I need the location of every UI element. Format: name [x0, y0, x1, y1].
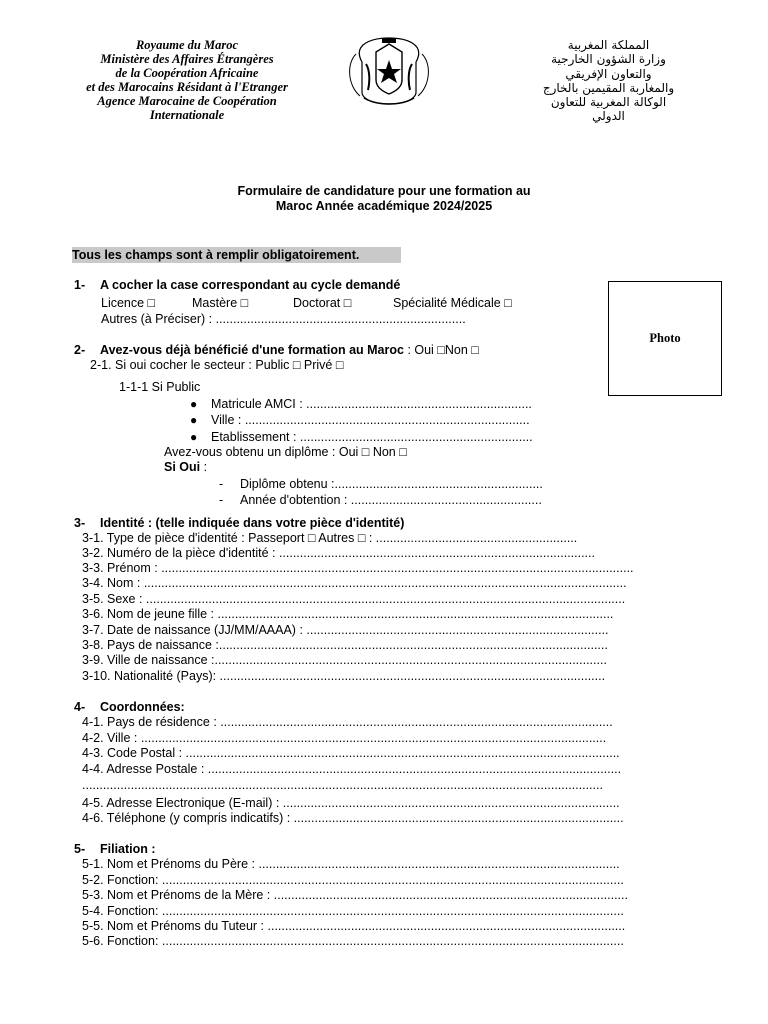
header-ar-line: المملكة المغربية: [567, 38, 650, 52]
header-fr-line: Royaume du Maroc: [135, 38, 239, 52]
establishment-field[interactable]: Etablissement : ...................................................................: [211, 430, 533, 444]
section3-number: 3-: [74, 516, 86, 530]
photo-box[interactable]: [608, 281, 722, 396]
prior-city-field[interactable]: Ville : ..................................................................................: [211, 413, 530, 427]
if-yes-row: [164, 460, 207, 475]
header-ar-line: والتعاون الإفريقي: [565, 66, 652, 81]
dash-icon: -: [219, 493, 224, 507]
email-field[interactable]: 4-5. Adresse Electronique (E-mail) : .................................................................................................: [82, 796, 620, 810]
phone-field[interactable]: 4-6. Téléphone (y compris indicatifs) : ...............................................................................................: [82, 811, 624, 825]
section2-number: 2-: [74, 343, 86, 357]
checkbox-licence[interactable]: Licence □: [101, 296, 156, 310]
postal-code-field[interactable]: 4-3. Code Postal : .............................................................................................................................: [82, 746, 620, 760]
city-field[interactable]: 4-2. Ville : ......................................................................................................................................: [82, 731, 607, 745]
other-cycle-field[interactable]: Autres (à Préciser) : ........................................................................: [101, 312, 466, 326]
nationality-field[interactable]: 3-10. Nationalité (Pays): ...............................................................................................................: [82, 669, 606, 683]
birth-country-field[interactable]: 3-8. Pays de naissance :................................................................................................................: [82, 638, 608, 652]
section5-number: 5-: [74, 842, 86, 856]
mandatory-notice: Tous les champs sont à remplir obligatoirement.: [72, 247, 401, 263]
father-name-field[interactable]: 5-1. Nom et Prénoms du Père : ........................................................................................................: [82, 857, 620, 871]
form-title: [184, 184, 584, 214]
guardian-name-field[interactable]: 5-5. Nom et Prénoms du Tuteur : .......................................................................................................: [82, 919, 626, 933]
section1-heading: A cocher la case correspondant au cycle demandé: [100, 278, 401, 292]
first-name-field[interactable]: 3-3. Prénom : ........................................................................................................................................: [82, 561, 634, 575]
section4-number: 4-: [74, 700, 86, 714]
checkbox-specialite-medicale[interactable]: Spécialité Médicale □: [393, 296, 512, 310]
header-fr-line: de la Coopération Africaine: [115, 66, 259, 80]
bullet-icon: ●: [190, 397, 198, 411]
birth-date-field[interactable]: 3-7. Date de naissance (JJ/MM/AAAA) : .......................................................................................: [82, 623, 609, 637]
if-yes-colon: :: [200, 460, 208, 474]
section5-heading: Filiation :: [100, 842, 156, 856]
header-fr-line: Ministère des Affaires Étrangères: [100, 52, 274, 66]
sex-field[interactable]: 3-5. Sexe : ..........................................................................................................................................: [82, 592, 626, 606]
header-french: [42, 38, 332, 122]
residence-country-field[interactable]: 4-1. Pays de résidence : .................................................................................................................: [82, 715, 613, 729]
header-fr-line: Agence Marocaine de Coopération: [97, 94, 277, 108]
public-subsection-label: 1-1-1 Si Public: [119, 380, 201, 394]
section4-heading: Coordonnées:: [100, 700, 185, 714]
header-arabic: [486, 38, 731, 124]
checkbox-mastere[interactable]: Mastère □: [192, 296, 249, 310]
mother-name-field[interactable]: 5-3. Nom et Prénoms de la Mère : ......................................................................................................: [82, 888, 628, 902]
bullet-icon: ●: [190, 430, 198, 444]
form-title-line-1: Formulaire de candidature pour une formation au: [237, 184, 531, 198]
section2-oui-non-checkboxes[interactable]: : Oui □Non □: [403, 343, 479, 357]
amci-number-field[interactable]: Matricule AMCI : .................................................................: [211, 397, 532, 411]
sector-question[interactable]: 2-1. Si oui cocher le secteur : Public □ Privé □: [90, 358, 344, 372]
header-ar-line: الدولي: [592, 109, 625, 124]
graduation-year-field[interactable]: Année d'obtention : .......................................................: [240, 493, 542, 507]
postal-address-field[interactable]: 4-4. Adresse Postale : .......................................................................................................................: [82, 762, 622, 776]
father-occupation-field[interactable]: 5-2. Fonction: .....................................................................................................................................: [82, 873, 624, 887]
identity-doc-type-field[interactable]: 3-1. Type de pièce d'identité : Passeport □ Autres □ : ..........................................................: [82, 531, 578, 545]
birth-city-field[interactable]: 3-9. Ville de naissance :.................................................................................................................: [82, 653, 607, 667]
photo-label: Photo: [649, 331, 681, 345]
if-yes-label: Si Oui: [164, 460, 201, 474]
header-ar-line: والمغاربة المقيمين بالخارج: [542, 80, 675, 95]
diploma-obtained-field[interactable]: Diplôme obtenu :............................................................: [240, 477, 543, 491]
guardian-occupation-field[interactable]: 5-6. Fonction: .....................................................................................................................................: [82, 934, 624, 948]
section2-heading: Avez-vous déjà bénéficié d'une formation au Maroc: [100, 343, 404, 357]
form-title-line-2: Maroc Année académique 2024/2025: [275, 199, 493, 213]
mother-occupation-field[interactable]: 5-4. Fonction: .....................................................................................................................................: [82, 904, 624, 918]
checkbox-doctorat[interactable]: Doctorat □: [293, 296, 352, 310]
bullet-icon: ●: [190, 413, 198, 427]
section2-heading-row: [100, 343, 479, 358]
header-fr-line: Internationale: [149, 108, 225, 122]
identity-doc-number-field[interactable]: 3-2. Numéro de la pièce d'identité : ...........................................................................................: [82, 546, 595, 560]
header-fr-line: et des Marocains Résidant à l'Etranger: [86, 80, 288, 94]
diploma-question[interactable]: Avez-vous obtenu un diplôme : Oui □ Non □: [164, 445, 407, 459]
coat-of-arms-icon: [342, 34, 436, 108]
header-ar-line: وزارة الشؤون الخارجية: [551, 52, 666, 67]
section1-number: 1-: [74, 278, 86, 292]
postal-address-continuation-field[interactable]: ......................................................................................................................................................: [82, 778, 603, 792]
last-name-field[interactable]: 3-4. Nom : ...........................................................................................................................................: [82, 576, 627, 590]
header-ar-line: الوكالة المغربية للتعاون: [550, 95, 667, 110]
maiden-name-field[interactable]: 3-6. Nom de jeune fille : ..................................................................................................................: [82, 607, 614, 621]
section3-heading: Identité : (telle indiquée dans votre pièce d'identité): [100, 516, 405, 530]
dash-icon: -: [219, 477, 224, 491]
